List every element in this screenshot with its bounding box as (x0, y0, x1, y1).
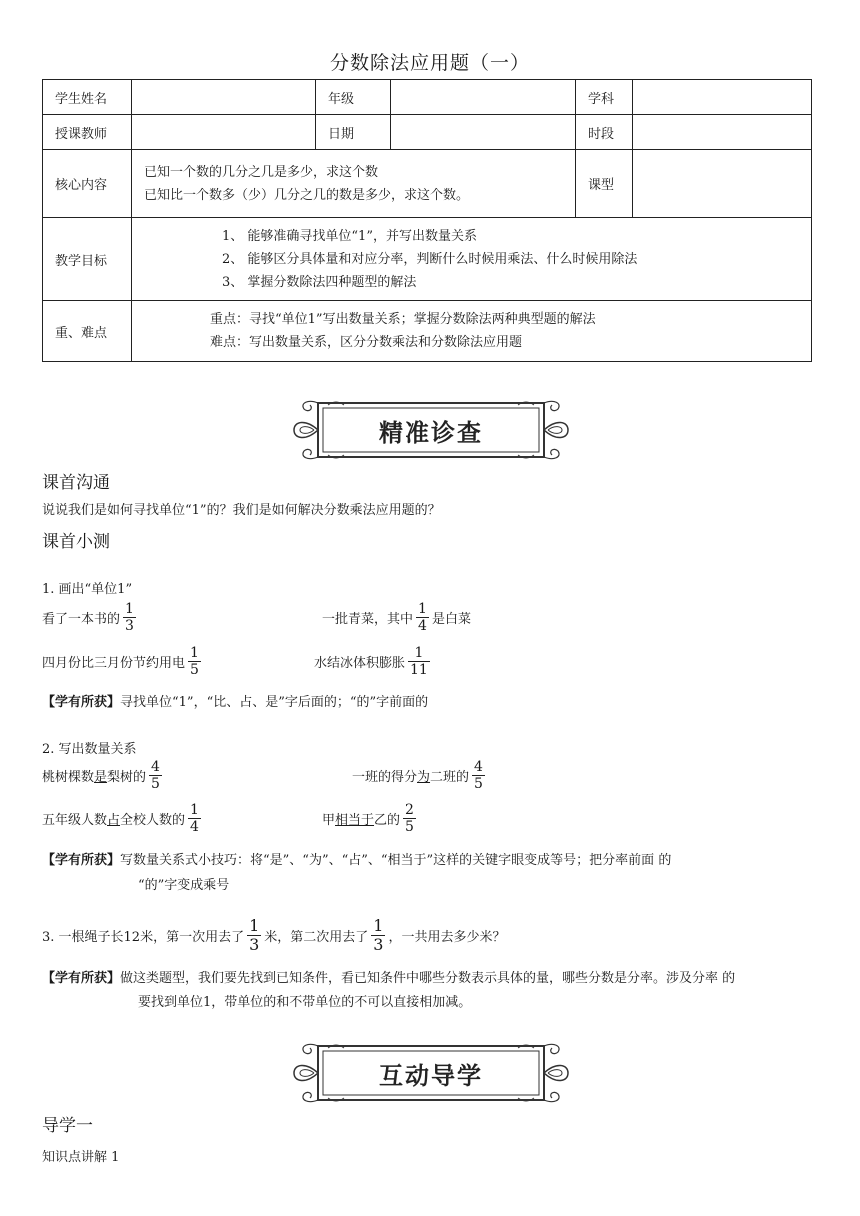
period-label: 时段 (576, 115, 633, 150)
q1-b-pre: 一批青菜，其中 (322, 612, 414, 627)
q2-d-post: 乙的 (374, 813, 401, 828)
fraction-numerator: 1 (190, 802, 199, 818)
fraction (188, 802, 201, 835)
q2-c-pre: 五年级人数 (42, 813, 108, 828)
fraction-numerator: 2 (405, 802, 414, 818)
date-label: 日期 (316, 115, 391, 150)
keyword: 是 (94, 770, 108, 785)
fraction-numerator: 1 (125, 601, 134, 617)
fraction-denominator: 5 (474, 776, 483, 792)
intro-text: 说说我们是如何寻找单位“1”的？我们是如何解决分数乘法应用题的？ (42, 503, 441, 518)
keyword: 为 (417, 770, 431, 785)
grade-cell[interactable] (391, 80, 576, 115)
fraction (247, 917, 261, 954)
fraction (408, 645, 430, 678)
q1-gain (42, 691, 428, 710)
q3-part-3: ，一共用去多少米？ (388, 930, 506, 945)
table-row (43, 301, 812, 362)
fraction-denominator: 5 (151, 776, 160, 792)
q3-gain-line-2: 要找到单位1，带单位的和不带单位的不可以直接相加减。 (138, 995, 472, 1010)
teacher-cell[interactable] (132, 115, 316, 150)
fraction-numerator: 1 (408, 645, 430, 662)
page-title: 分数除法应用题（一） (329, 52, 530, 74)
teaching-goal-label: 教学目标 (43, 218, 132, 301)
gain-text: 写数量关系式小技巧：将“是”、“为”、“占”、“相当于”这样的关键字眼变成等号；把分率前面 的 (120, 853, 672, 868)
fraction-denominator: 5 (190, 662, 199, 678)
q2-gain-line-2: “的”字变成乘号 (138, 878, 230, 893)
student-name-label: 学生姓名 (43, 80, 132, 115)
gain-label: 【学有所获】 (42, 695, 121, 710)
q3-gain (42, 967, 735, 986)
fraction-numerator: 1 (190, 645, 199, 661)
q2-a-post: 梨树的 (107, 770, 147, 785)
banner-title: 互动导学 (379, 1062, 483, 1090)
q2-b-post: 二班的 (430, 770, 470, 785)
q2-b-pre: 一班的得分 (352, 770, 418, 785)
banner-title: 精准诊查 (379, 419, 483, 447)
guide-subheading: 知识点讲解 1 (42, 1150, 120, 1165)
fraction-numerator: 4 (474, 759, 483, 775)
guide-heading: 导学一 (42, 1116, 93, 1136)
fraction-numerator: 1 (418, 601, 427, 617)
q1-item-c (42, 645, 204, 678)
lesson-type-cell[interactable] (633, 150, 812, 218)
core-content-label: 核心内容 (43, 150, 132, 218)
key-point-line: 重点：寻找“单位1”写出数量关系；掌握分数除法两种典型题的解法 (210, 312, 596, 327)
section-banner-interactive (288, 1040, 574, 1106)
q1-item-d (314, 645, 433, 678)
key-points-label: 重、难点 (43, 301, 132, 362)
date-cell[interactable] (391, 115, 576, 150)
student-name-cell[interactable] (132, 80, 316, 115)
gain-label: 【学有所获】 (42, 853, 121, 868)
section-banner-diagnosis (288, 397, 574, 463)
q2-item-d (322, 802, 419, 835)
fraction (149, 759, 162, 792)
core-content-line: 已知比一个数多（少）几分之几的数是多少，求这个数。 (144, 187, 470, 203)
question-3 (42, 917, 505, 954)
quiz-heading: 课首小测 (42, 532, 110, 552)
lesson-type-label: 课型 (576, 150, 633, 218)
table-row (43, 115, 812, 150)
q1-d-text: 水结冰体积膨胀 (314, 656, 406, 671)
fraction-numerator: 4 (151, 759, 160, 775)
fraction-numerator: 1 (249, 916, 260, 935)
q1-a-text: 看了一本书的 (42, 612, 121, 627)
core-content-line: 已知一个数的几分之几是多少，求这个数 (144, 164, 379, 180)
teacher-label: 授课教师 (43, 115, 132, 150)
question-2-title: 2. 写出数量关系 (42, 742, 137, 757)
gain-text: 做这类题型，我们要先找到已知条件，看已知条件中哪些分数表示具体的量，哪些分数是分率。涉及分率 的 (120, 971, 736, 986)
fraction (472, 759, 485, 792)
lesson-info-table (42, 79, 812, 362)
q3-part-1: 3. 一根绳子长12米，第一次用去了 (42, 930, 245, 945)
fraction (371, 917, 385, 954)
goal-item: 3、 掌握分数除法四种题型的解法 (222, 274, 417, 290)
fraction-denominator: 3 (249, 935, 260, 954)
q1-b-post: 是白菜 (431, 612, 471, 627)
fraction-denominator: 3 (373, 935, 384, 954)
grade-label: 年级 (316, 80, 391, 115)
q2-a-pre: 桃树棵数 (42, 770, 95, 785)
fraction (403, 802, 416, 835)
fraction-denominator: 3 (125, 618, 134, 634)
fraction (188, 645, 201, 678)
teaching-goal-cell (132, 218, 812, 301)
difficulty-line: 难点：写出数量关系，区分分数乘法和分数除法应用题 (210, 335, 523, 350)
q2-item-b (352, 759, 488, 792)
period-cell[interactable] (633, 115, 812, 150)
table-row (43, 150, 812, 218)
q2-item-c (42, 802, 204, 835)
q2-d-pre: 甲 (322, 813, 336, 828)
q1-c-text: 四月份比三月份节约用电 (42, 656, 186, 671)
fraction-numerator: 1 (373, 916, 384, 935)
fraction-denominator: 11 (410, 662, 428, 678)
intro-heading: 课首沟通 (42, 473, 110, 493)
q2-item-a (42, 759, 165, 792)
fraction-denominator: 4 (190, 819, 199, 835)
fraction-denominator: 5 (405, 819, 414, 835)
fraction (123, 601, 136, 634)
table-row (43, 218, 812, 301)
q1-item-a (42, 601, 139, 634)
goal-item: 1、 能够准确寻找单位“1”，并写出数量关系 (222, 228, 477, 244)
core-content-cell (132, 150, 576, 218)
question-1-title: 1. 画出“单位1” (42, 582, 133, 597)
q1-item-b (322, 601, 471, 634)
q2-gain (42, 849, 671, 868)
q2-c-post: 全校人数的 (120, 813, 186, 828)
fraction (416, 601, 429, 634)
keyword: 相当于 (335, 813, 375, 828)
goal-item: 2、 能够区分具体量和对应分率，判断什么时候用乘法、什么时候用除法 (222, 251, 638, 267)
keyword: 占 (107, 813, 121, 828)
gain-label: 【学有所获】 (42, 971, 121, 986)
gain-text: 寻找单位“1”，“比、占、是”字后面的；“的”字前面的 (120, 695, 429, 710)
fraction-denominator: 4 (418, 618, 427, 634)
key-points-cell (132, 301, 812, 362)
subject-cell[interactable] (633, 80, 812, 115)
q3-part-2: 米，第二次用去了 (264, 930, 369, 945)
table-row (43, 80, 812, 115)
subject-label: 学科 (576, 80, 633, 115)
